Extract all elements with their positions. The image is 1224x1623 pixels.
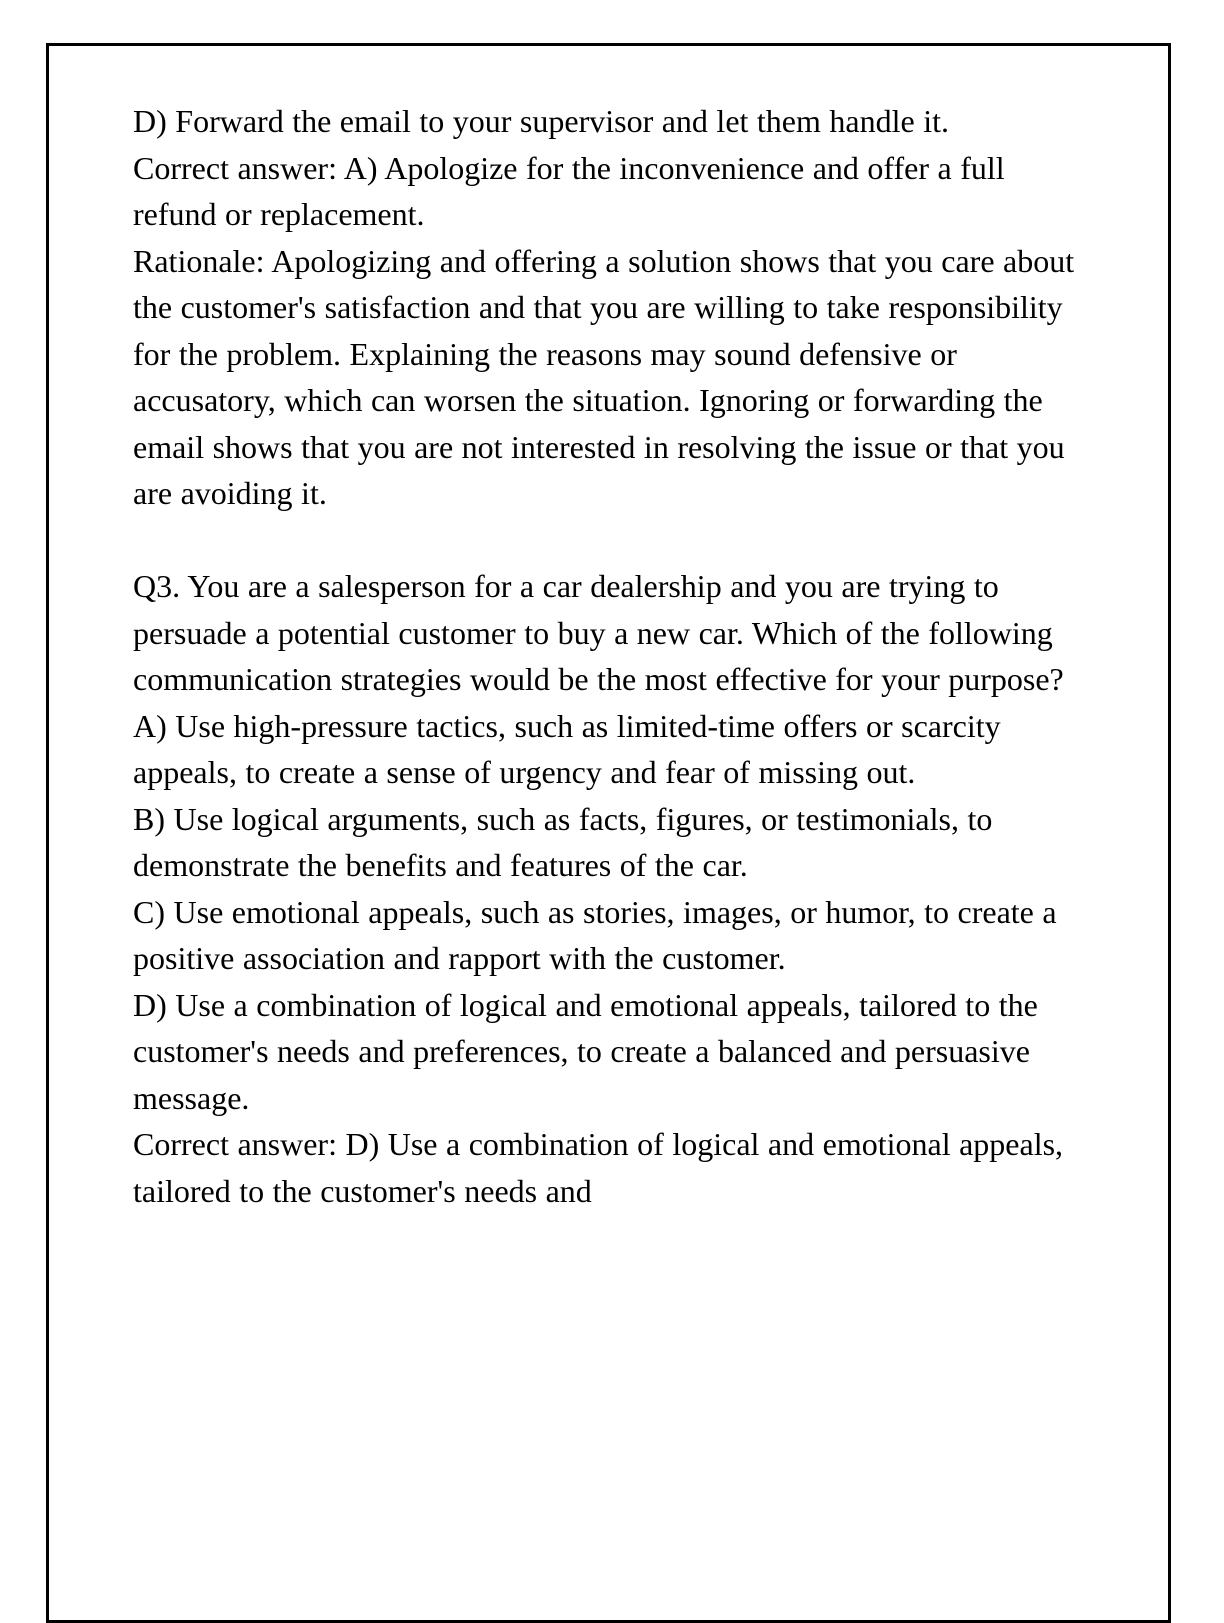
q2-rationale: Rationale: Apologizing and offering a solution shows that you care about the customer's satisfaction and that you are willing to take responsibility for the problem. Explaining the reasons may sound defensive or accusatory, which can worsen the situation. Ignoring or forwarding the email shows that you are not interested in resolving the issue or that you are avoiding it.: [133, 242, 1075, 511]
q3-question: Q3. You are a salesperson for a car dealership and you are trying to persuade a potential customer to buy a new car. Which of the following communication strategies would be the most effective for your purpose?: [133, 568, 1064, 697]
q2-option-d: D) Forward the email to your supervisor and let them handle it.: [133, 103, 949, 139]
q3-option-b: B) Use logical arguments, such as facts, figures, or testimonials, to demonstrate the benefits and features of the car.: [133, 800, 993, 883]
q3-option-a: A) Use high-pressure tactics, such as limited-time offers or scarcity appeals, to create a sense of urgency and fear of missing out.: [133, 707, 1001, 790]
q3-option-c: C) Use emotional appeals, such as stories, images, or humor, to create a positive association and rapport with the customer.: [133, 893, 1057, 976]
document-text: [133, 98, 1085, 1214]
q3-option-d: D) Use a combination of logical and emotional appeals, tailored to the customer's needs and preferences, to create a balanced and persuasive message.: [133, 986, 1038, 1116]
q2-correct-answer: Correct answer: A) Apologize for the inconvenience and offer a full refund or replacement.: [133, 149, 1005, 232]
q3-correct-answer: Correct answer: D) Use a combination of logical and emotional appeals, tailored to the customer's needs and: [133, 1126, 1064, 1209]
